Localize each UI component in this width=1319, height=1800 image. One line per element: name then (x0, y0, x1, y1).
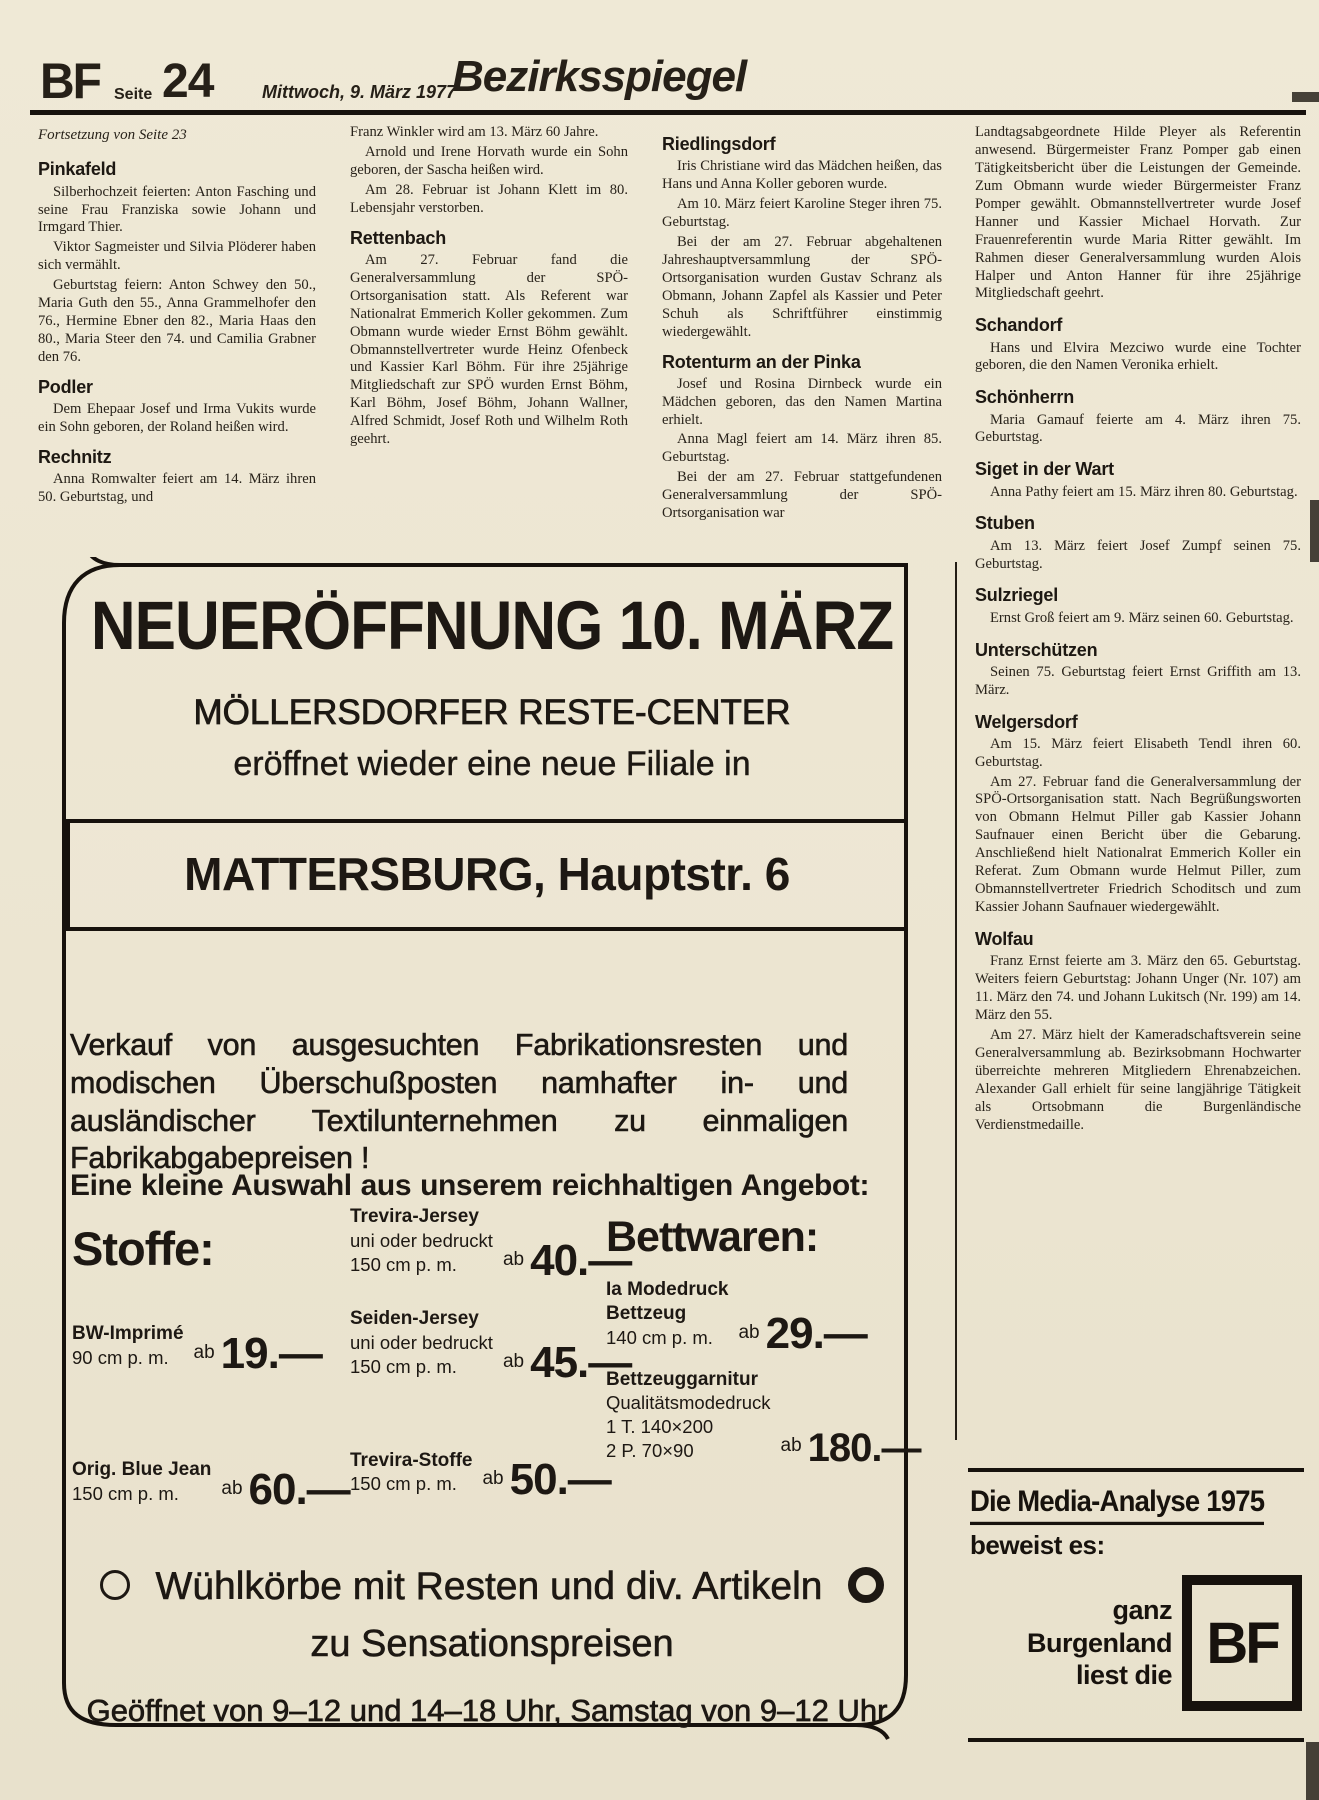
product-spec: 150 cm p. m. (350, 1473, 457, 1495)
price-value: 29.— (765, 1308, 867, 1358)
column-divider-rule (955, 562, 957, 1440)
price-item (606, 1278, 936, 1358)
price-group-title: Stoffe: (72, 1222, 214, 1275)
product-spec: 150 cm p. m. (72, 1482, 179, 1504)
price-value: 50.— (509, 1455, 611, 1505)
ad-opening-hours: Geöffnet von 9–12 und 14–18 Uhr, Samstag von 9–12 Uhr (86, 1693, 888, 1728)
news-paragraph: Am 27. Februar fand die Generalversammlung der SPÖ-Ortsorganisation statt. Als Referent war Nationalrat Emmerich Koller gekommen. Zum Obmann wurde wieder Ernst Böhm gewählt. Obmannstellvertreter wurde Heinz Ofenbeck und Kassier Karl Böhm. Für ihre 25jährige Mitgliedschaft zur SPÖ wurden Ernst Böhm, Karl Böhm, Josef Böhm, Johann Wallner, Alfred Schmidt, Josef Roth und Wilhelm Roth geehrt. (350, 251, 628, 448)
price-item (350, 1307, 632, 1387)
news-paragraph: Franz Ernst feierte am 3. März den 65. Geburtstag. Weiters feiern Geburtstag: Johann Unger (Nr. 107) am 11. März den 74. und Johann Lukitsch (Nr. 199) am 14. März den 55. (975, 953, 1301, 1023)
ad-offer-intro: Eine kleine Auswahl aus unserem reichhaltigen Angebot: (70, 1169, 870, 1202)
product-spec: Qualitätsmodedruck (606, 1392, 771, 1414)
ad-company-line: MÖLLERSDORFER RESTE-CENTER (193, 693, 791, 732)
scan-artifact (1292, 92, 1319, 102)
ab-label: ab (780, 1435, 802, 1457)
news-paragraph: Arnold und Irene Horvath wurde ein Sohn geboren, der Sascha heißen wird. (350, 143, 628, 178)
product-name: Seiden-Jersey (350, 1307, 479, 1329)
header-rule (30, 110, 1306, 115)
product-spec: 140 cm p. m. (606, 1326, 713, 1348)
product-name: Orig. Blue Jean (72, 1458, 212, 1480)
news-paragraph: Iris Christiane wird das Mädchen heißen, das Hans und Anna Koller geboren wurde. (662, 158, 942, 193)
bf-logo: BF (40, 53, 100, 110)
town-heading: Schandorf (975, 315, 1063, 336)
bargain-text: Wühlkörbe mit Resten und div. Artikeln (155, 1565, 823, 1608)
price-item (606, 1368, 936, 1471)
ab-label: ab (738, 1321, 760, 1343)
circle-outline-icon (100, 1570, 130, 1600)
news-column-3 (662, 124, 942, 556)
town-heading: Welgersdorf (975, 711, 1078, 732)
price-item-text (606, 1278, 728, 1350)
reste-center-advertisement (36, 557, 948, 1747)
price-value: 60.— (248, 1464, 350, 1514)
ad-bargain-line2: zu Sensationspreisen (310, 1623, 674, 1665)
product-spec: 2 P. 70×90 (606, 1440, 694, 1462)
news-paragraph: Am 10. März feiert Karoline Steger ihren 75. Geburtstag. (662, 196, 942, 230)
price-item (350, 1205, 632, 1285)
news-paragraph: Anna Pathy feiert am 15. März ihren 80. Geburtstag. (990, 483, 1298, 500)
product-spec: 150 cm p. m. (350, 1253, 457, 1275)
news-column-1 (38, 124, 316, 556)
news-paragraph: Hans und Elvira Mezciwo wurde eine Tochter geboren, die den Namen Veronika erhielt. (975, 339, 1301, 374)
ad-bargain-line (36, 1565, 948, 1611)
price-value: 45.— (530, 1337, 632, 1387)
news-paragraph: Am 13. März feiert Josef Zumpf seinen 75. Geburtstag. (975, 537, 1301, 572)
media-claim-row (970, 1575, 1302, 1711)
news-paragraph: Am 27. März hielt der Kameradschaftsverein seine Generalversammlung ab. Bezirksobmann Hochwarter überreichte mehreren Mitgliedern Ehrenabzeichen. Alexander Gall erhielt für seine langjährige Tätigkeit als Ortsobmann die Burgenländische Verdienstmedaille. (975, 1026, 1301, 1133)
product-name: Trevira-Jersey (350, 1206, 479, 1227)
bf-logo-text: BF (1206, 1610, 1278, 1676)
ad-body-text: Verkauf von ausgesuchten Fabrikationsresten und modischen Überschußposten namhafter in- und ausländischer Textilunternehmen zu einmaligen Fabrikabgabepreisen ! (70, 1028, 848, 1176)
price-item-text (606, 1368, 771, 1464)
town-heading: Siget in der Wart (975, 459, 1114, 480)
product-name: BW-Imprimé (72, 1323, 184, 1344)
media-analyse-box (968, 1468, 1304, 1742)
town-heading: Rettenbach (350, 227, 447, 248)
news-column-2 (350, 124, 628, 556)
news-paragraph: Bei der am 27. Februar abgehaltenen Jahreshauptversammlung der SPÖ-Ortsorganisation wurden Gustav Schranz als Obmann, Johann Zapfel als Kassier und Peter Schuh als Schriftführer einstimmig wiedergewählt. (662, 233, 942, 340)
price-item-text (72, 1322, 184, 1370)
town-heading: Unterschützen (975, 639, 1098, 660)
news-paragraph: Anna Magl feiert am 14. März ihren 85. Geburtstag. (662, 431, 942, 466)
product-name: Bettzeug (606, 1302, 687, 1324)
town-heading: Riedlingsdorf (662, 134, 776, 154)
news-paragraph: Ernst Groß feiert am 9. März seinen 60. Geburtstag. (990, 609, 1294, 626)
news-paragraph: Seinen 75. Geburtstag feiert Ernst Griffith am 13. März. (975, 663, 1301, 698)
price-value: 180.— (807, 1426, 921, 1471)
circle-bold-icon (848, 1567, 884, 1603)
town-heading: Schönherrn (975, 387, 1075, 408)
ad-headline: NEUERÖFFNUNG 10. MÄRZ (90, 588, 894, 665)
media-claim-words (1027, 1594, 1172, 1691)
town-heading: Podler (38, 376, 93, 397)
bf-logo-box (1182, 1575, 1302, 1711)
product-spec: 1 T. 140×200 (606, 1416, 714, 1438)
product-spec: 150 cm p. m. (350, 1355, 457, 1377)
news-paragraph: Anna Romwalter feiert am 14. März ihren 50. Geburtstag, und (38, 471, 316, 505)
price-item-text (72, 1458, 211, 1506)
product-name: Trevira-Stoffe (350, 1449, 473, 1471)
news-paragraph: Dem Ehepaar Josef und Irma Vukits wurde ein Sohn geboren, der Roland heißen wird. (38, 401, 316, 435)
scan-artifact (1306, 1742, 1319, 1800)
ab-label: ab (482, 1468, 504, 1490)
ad-location-box: MATTERSBURG, Hauptstr. 6 (66, 819, 908, 931)
news-paragraph: Bei der am 27. Februar stattgefundenen Generalversammlung der SPÖ-Ortsorganisation war (662, 469, 942, 522)
product-spec: 90 cm p. m. (72, 1346, 169, 1368)
town-heading: Pinkafeld (38, 159, 117, 180)
price-group-jersey (350, 1205, 632, 1505)
news-paragraph: Am 15. März feiert Elisabeth Tendl ihren 60. Geburtstag. (975, 735, 1301, 770)
town-heading: Sulzriegel (975, 585, 1059, 606)
continuation-note: Fortsetzung von Seite 23 (38, 127, 187, 143)
news-paragraph: Silberhochzeit feierten: Anton Fasching und seine Frau Franziska sowie Johann und Irmgard Thier. (38, 183, 316, 236)
news-column-4 (975, 124, 1301, 1464)
scan-artifact (1310, 500, 1319, 562)
ad-subline: eröffnet wieder eine neue Filiale in (233, 745, 751, 783)
ab-label: ab (221, 1477, 243, 1499)
issue-date: Mittwoch, 9. März 1977 (262, 82, 457, 102)
price-value: 40.— (530, 1235, 632, 1285)
product-name: Bettzeuggarnitur (606, 1368, 758, 1390)
price-item-text (350, 1205, 493, 1277)
media-analyse-subtitle: beweist es: (970, 1530, 1105, 1560)
price-group-title: Bettwaren: (606, 1213, 819, 1261)
town-heading: Rotenturm an der Pinka (662, 351, 861, 372)
ab-label: ab (193, 1341, 215, 1363)
product-spec: uni oder bedruckt (350, 1331, 493, 1353)
claim-word: liest die (1075, 1660, 1172, 1691)
news-paragraph: Viktor Sagmeister und Silvia Plöderer haben sich vermählt. (38, 239, 316, 274)
masthead-title: Bezirksspiegel (452, 52, 747, 101)
seite-label: Seite (114, 86, 153, 103)
news-paragraph: Am 28. Februar ist Johann Klett im 80. Lebensjahr verstorben. (350, 181, 628, 216)
price-item-text (350, 1449, 472, 1497)
town-heading: Rechnitz (38, 446, 112, 467)
ab-label: ab (502, 1350, 525, 1372)
price-item (72, 1322, 348, 1378)
page-number: 24 (162, 55, 214, 108)
news-paragraph: Josef und Rosina Dirnbeck wurde ein Mädchen geboren, das den Namen Martina erhielt. (662, 375, 942, 428)
news-paragraph: Geburtstag feiern: Anton Schwey den 50., Maria Guth den 55., Anna Grammelhofer den 76., Hermine Ebner den 82., Maria Haas den 80., Maria Steer den 74. und Camilia Grabner den 76. (38, 277, 316, 365)
news-paragraph: Landtagsabgeordnete Hilde Pleyer als Referentin anwesend. Bürgermeister Franz Pomper gab einen Tätigkeitsbericht über die Leistungen der Gemeinde. Zum Obmann wurde wieder Bürgermeister Franz Pomper gewählt. Obmannstellvertreter wurde Josef Hanner und Kassier Michael Horvath. Zur Frauenreferentin wurde Maria Ritter gewählt. Im Rahmen dieser Generalversammlung wurden Alois Halper und Anton Hanner für ihre 25jährige Mitgliedschaft geehrt. (975, 124, 1301, 302)
news-paragraph: Am 27. Februar fand die Generalversammlung der SPÖ-Ortsorganisation statt. Nach Begrüßungsworten von Obmann Helmut Piller gab Kassier Johann Saufnauer einen Bericht über die Gebarung. Anschließend hielt Nationalrat Emmerich Koller ein Referat. Zum Obmann wurde Helmut Piller, zum Obmannstellvertreter Friedrich Schoditsch und zum Kassier Johann Saufnauer wiedergewählt. (975, 773, 1301, 916)
media-analyse-title: Die Media-Analyse 1975 (970, 1484, 1264, 1525)
price-group-bettwaren (606, 1213, 936, 1471)
news-paragraph: Franz Winkler wird am 13. März 60 Jahre. (350, 124, 599, 140)
product-name: Ia Modedruck (606, 1279, 729, 1300)
news-paragraph: Maria Gamauf feierte am 4. März ihren 75. Geburtstag. (975, 411, 1301, 446)
price-item (350, 1449, 611, 1505)
town-heading: Wolfau (975, 929, 1034, 949)
price-item (72, 1458, 350, 1514)
price-value: 19.— (220, 1328, 322, 1378)
claim-word: ganz (1112, 1595, 1172, 1626)
price-group-stoffe (72, 1221, 350, 1514)
price-item-text (350, 1307, 493, 1379)
claim-word: Burgenland (1026, 1627, 1172, 1658)
town-heading: Stuben (975, 513, 1035, 534)
ab-label: ab (502, 1248, 525, 1270)
product-spec: uni oder bedruckt (350, 1229, 493, 1251)
